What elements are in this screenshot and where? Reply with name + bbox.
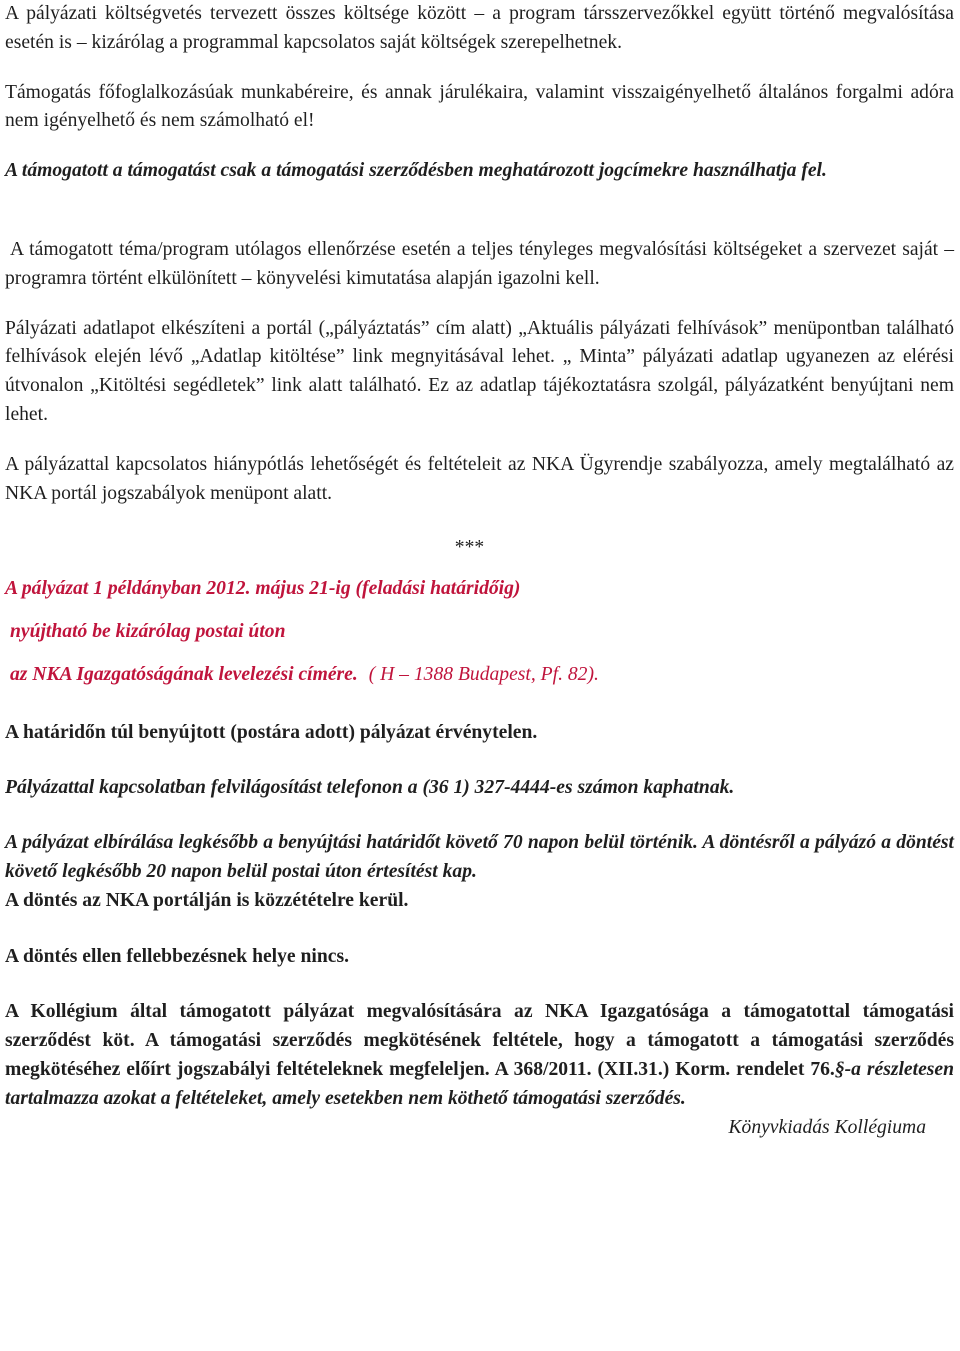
deadline-postal-address: ( H – 1388 Budapest, Pf. 82). <box>368 663 599 685</box>
paragraph-support-restrictions: Támogatás főfoglalkozásúak munkabéreire, és annak járulékaira, valamint visszaigényelhető általános forgalmi adóra nem igényelhető és nem számolható el! <box>5 81 954 132</box>
notice-no-appeal: A döntés ellen fellebbezésnek helye nincs. <box>5 945 349 967</box>
notice-evaluation: A pályázat elbírálása legkésőbb a benyújtási határidőt követő 70 napon belül történik. A döntésről a pályázó a döntést követő legkésőbb 20 napon belül postai úton értesítést kap. <box>5 832 954 882</box>
deadline-line-3 <box>5 661 954 690</box>
paragraph-usage-restriction: A támogatott a támogatást csak a támogatási szerződésben meghatározott jogcímekre használhatja fel. <box>5 160 827 182</box>
deadline-address-label: az NKA Igazgatóságának levelezési címére. <box>10 663 358 685</box>
notice-publication: A döntés az NKA portálján is közzétételre kerül. <box>5 889 409 911</box>
paragraph-verification: A támogatott téma/program utólagos ellenőrzése esetén a teljes tényleges megvalósítási költségeket a szervezet saját – programra történt elkülönített – könyvelési kimutatása alapján igazolni kell. <box>5 238 954 289</box>
notice-phone-info: Pályázattal kapcsolatban felvilágosítást telefonon a (36 1) 327-4444-es számon kaphatnak. <box>5 777 735 799</box>
paragraph-cost-items: A pályázati költségvetés tervezett összes költsége között – a program társszervezőkkel együtt történő megvalósítása esetén is – kizárólag a programmal kapcsolatos saját költségek szerepelhetnek. <box>5 3 954 53</box>
deadline-line-1: A pályázat 1 példányban 2012. május 21-ig (feladási határidőig) <box>5 578 521 600</box>
notice-contract-part-2: §-a részletesen tartalmazza azokat a feltételeket, amely esetekben nem köthető támogatási szerződés. <box>5 1058 954 1109</box>
paragraph-application-form: Pályázati adatlapot elkészíteni a portál („pályáztatás” cím alatt) „Aktuális pályázati felhívások” menüpontban található felhívások elején lévő „Adatlap kitöltése” link megnyitásával lehet. „ Minta” pályázati adatlap ugyanezen az elérési útvonalon „Kitöltési segédletek” link alatt található. Ez az adatlap tájékoztatásra szolgál, pályázatként benyújtani nem lehet. <box>5 317 954 425</box>
signature-college: Könyvkiadás Kollégiuma <box>728 1116 926 1138</box>
deadline-line-2: nyújtható be kizárólag postai úton <box>10 620 286 642</box>
notice-contract-part-1: A Kollégium által támogatott pályázat megvalósítására az NKA Igazgatósága a támogatottal támogatási szerződést köt. A támogatási szerződés megkötésének feltétele, hogy a támogatott a támogatási szerződés megkötéséhez előírt jogszabályi feltételeknek megfeleljen. A 368/2011. (XII.31.) Korm. rendelet 76. <box>5 1001 954 1080</box>
notice-support-contract <box>5 998 954 1113</box>
notice-late-submission: A határidőn túl benyújtott (postára adott) pályázat érvénytelen. <box>5 721 538 743</box>
section-separator: *** <box>454 537 485 559</box>
paragraph-deficiency: A pályázattal kapcsolatos hiánypótlás lehetőségét és feltételeit az NKA Ügyrendje szabályozza, amely megtalálható az NKA portál jogszabályok menüpont alatt. <box>5 453 954 504</box>
